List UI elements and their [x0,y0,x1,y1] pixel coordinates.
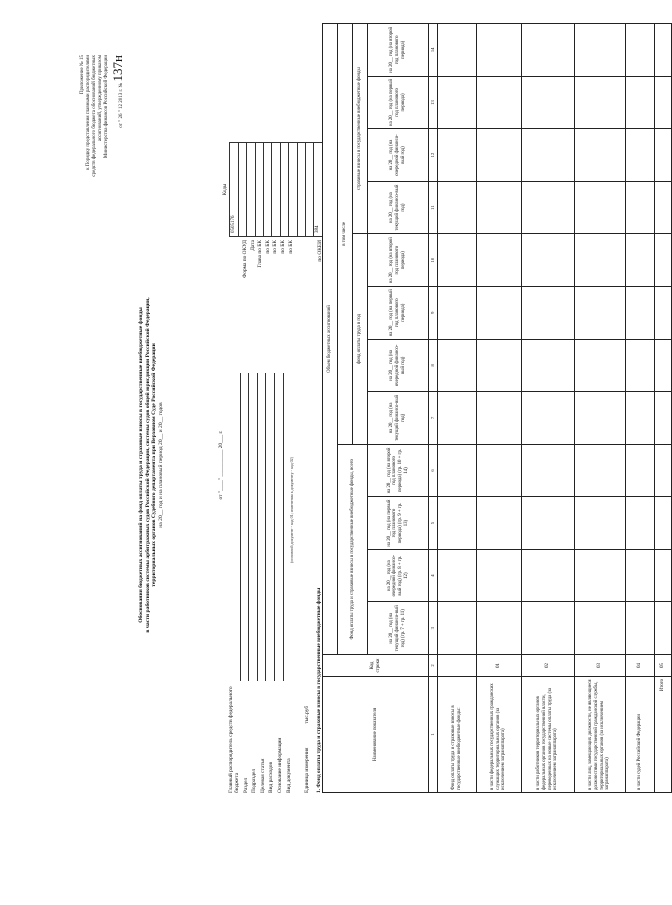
code-cell[interactable] [280,143,288,237]
value-cell[interactable] [476,76,521,129]
value-cell[interactable] [625,181,654,234]
header-fields [227,373,295,793]
header-year-col: на 20__ год (на текущий финансо-вый год) [368,392,429,445]
value-cell[interactable] [654,602,671,655]
appendix-date: от " 26 " 12 2013 г. № [119,82,124,128]
value-cell[interactable] [654,76,671,129]
header-year-col: на 20__ год (на второй год планового периода) [368,234,429,287]
value-cell[interactable] [521,76,574,129]
field-blank[interactable] [251,373,258,681]
header-year-col: на 20__ год (на текущий финансо-вый год) (гр. 7 + гр. 11) [368,602,429,655]
value-cell[interactable] [437,602,476,655]
value-cell[interactable] [625,129,654,182]
field-blank[interactable] [277,373,284,681]
value-cell[interactable] [654,339,671,392]
document-title [138,235,165,695]
okei-label: по ОКЕИ [317,240,324,262]
value-cell[interactable] [574,549,625,602]
column-number: 2 [429,655,438,677]
value-cell[interactable] [437,181,476,234]
value-cell[interactable] [437,24,476,77]
column-number: 8 [429,339,438,392]
title-line: в части работников системы арбитражных судов Российской Федерации, системы судов общей юрисдикции Российской Федерации, [144,297,151,633]
header-year-col: на 20__ год (на очередной финансо-вый год) [368,339,429,392]
column-number: 1 [429,677,438,793]
column-number: 5 [429,497,438,550]
row-code: 04 [625,655,654,677]
code-label: Дата [249,240,256,251]
date-fill-line: от "____" __________ 20___ г. [218,430,224,500]
column-number: 14 [429,24,438,77]
table-row [476,24,521,793]
header-year-col: на 20__ год (на первый год планового периода) (гр. 9 + гр. 13) [368,497,429,550]
appendix-line: Приложение № 15 [80,55,85,95]
value-cell[interactable] [654,129,671,182]
value-cell[interactable] [476,392,521,445]
value-cell[interactable] [437,234,476,287]
value-cell[interactable] [574,286,625,339]
value-cell[interactable] [654,234,671,287]
value-cell[interactable] [625,339,654,392]
value-cell[interactable] [625,444,654,497]
value-cell[interactable] [625,76,654,129]
field-label: Целевая статья [259,758,266,793]
value-cell[interactable] [574,129,625,182]
value-cell[interactable] [476,24,521,77]
value-cell[interactable] [437,286,476,339]
appendix-line: средств федерального бюджета обоснований бюджетных [92,55,97,177]
title-line: территориальных органов Судебного департамента при Верховном Суде Российской Федерации [151,343,158,587]
code-cell-okud[interactable]: 0505176 [230,143,238,237]
code-label: по БК [287,240,294,254]
document-code-hint: (основной документ - код 01; изменения к документу - код 02) [289,457,295,563]
value-cell[interactable] [654,24,671,77]
table-row [574,24,625,793]
units-value: тыс.руб [304,705,310,724]
value-cell[interactable] [521,24,574,77]
value-cell[interactable] [521,444,574,497]
row-name: в части федеральных государственных гражданских служащих территориальных органов (за исключением загранаппарата) [476,677,521,793]
header-year-col: на 20__ год (на первый год планового периода) [368,76,429,129]
appendix-line: Министерства финансов Российской Федерации [104,55,109,159]
value-cell[interactable] [521,602,574,655]
code-label: Форма по ОКУД [242,240,248,278]
total-row [654,24,671,793]
codes-box [222,142,323,237]
code-label: Глава по БК [257,240,264,268]
value-cell[interactable] [625,549,654,602]
code-labels [232,240,325,330]
row-name: в части судей Российской Федерации [625,677,654,793]
value-cell[interactable] [521,181,574,234]
value-cell[interactable] [654,497,671,550]
row-code: 02 [521,655,574,677]
value-cell[interactable] [437,444,476,497]
header-year-col: на 20__ год (на первый год планового периода) [368,286,429,339]
code-cell[interactable] [297,143,305,237]
value-cell[interactable] [625,392,654,445]
value-cell[interactable] [654,181,671,234]
value-cell[interactable] [625,286,654,339]
header-row-code: Код строки [323,655,429,677]
value-cell[interactable] [437,129,476,182]
header-wage-fund: фонд оплаты труда в год [353,234,368,444]
field-label: Вид расходов [268,762,275,793]
row-code: 01 [476,655,521,677]
field-label: Вид документа [285,758,292,793]
header-total: Фонд оплаты труда и страховые взносы в государственные внебюджетные фонды, всего [338,444,368,654]
table-row [625,24,654,793]
value-cell[interactable] [574,181,625,234]
field-main-distributor [227,373,241,793]
value-cell[interactable] [476,602,521,655]
field-target-item [258,373,267,793]
title-period: на 20__ год и на плановый период 20__ и 20__ годов [158,402,165,528]
main-table-wrapper [322,23,672,793]
header-year-col: на 20__ год (на текущий финансо-вый год) [368,181,429,234]
code-cell[interactable] [305,143,313,237]
column-number: 12 [429,129,438,182]
appendix-header [80,55,126,255]
value-cell[interactable] [654,549,671,602]
field-blank[interactable] [268,373,275,681]
row-name: в части работников территориальных органов федеральных органов государственной власти, переведенных на новые системы оплаты труда (за исключением загранаппарата) [521,677,574,793]
value-cell[interactable] [574,602,625,655]
value-cell[interactable] [625,24,654,77]
code-label: по БК [264,240,271,254]
total-code: 05 [654,655,671,677]
code-label: по БК [279,240,286,254]
table-row [437,24,476,793]
value-cell[interactable] [437,549,476,602]
value-cell[interactable] [574,497,625,550]
value-cell[interactable] [654,444,671,497]
code-cell[interactable] [255,143,263,237]
field-blank[interactable] [259,373,266,681]
value-cell[interactable] [521,286,574,339]
value-cell[interactable] [654,286,671,339]
value-cell[interactable] [574,24,625,77]
value-cell[interactable] [574,76,625,129]
column-number: 10 [429,234,438,287]
field-label: Подраздел [251,768,258,793]
main-table [322,23,672,793]
code-cell-okei[interactable]: 384 [314,143,322,237]
row-code [437,655,476,677]
field-label: Основание информации [277,737,284,793]
column-number: 3 [429,602,438,655]
section-heading: 1. Фонд оплаты труда и страховые взносы в государственные внебюджетные фонды [316,587,322,793]
value-cell[interactable] [521,497,574,550]
field-label: Главный распорядитель средств федерального бюджета [227,686,241,793]
field-document-type [284,373,293,793]
column-number: 13 [429,76,438,129]
value-cell[interactable] [437,497,476,550]
value-cell[interactable] [625,497,654,550]
value-cell[interactable] [574,234,625,287]
appendix-line: ассигнований, утвержденному приказом [98,55,103,142]
code-label: по БК [272,240,279,254]
value-cell[interactable] [574,444,625,497]
header-year-col: на 20__ год (на очередной финансо-вый год) [368,129,429,182]
code-cell[interactable] [289,143,297,237]
value-cell[interactable] [476,444,521,497]
field-blank[interactable] [242,373,249,681]
value-cell[interactable] [437,76,476,129]
code-cell[interactable] [263,143,271,237]
header-insurance: страховые взносы в государственные внебюджетные фонды [353,24,368,234]
value-cell[interactable] [476,549,521,602]
units-row [304,706,310,793]
field-label: Раздел [242,777,249,793]
field-section [241,373,250,793]
appendix-line: к Порядку представления главными распорядителями [86,55,91,170]
column-number: 6 [429,444,438,497]
units-label: Единица измерения [304,747,310,793]
appendix-order-number: 137н [110,55,125,82]
value-cell[interactable] [654,392,671,445]
value-cell[interactable] [476,286,521,339]
code-cell[interactable] [238,143,246,237]
row-name: в части лиц, замещающих должности, не являющиеся должностями государственной гражданской службы, территориальных органов (за исключением загранаппарата) [574,677,625,793]
header-year-col: на 20__ год (на второй год планового периода) (гр. 10 + гр. 14) [368,444,429,497]
field-info-basis [275,373,284,793]
title-line: Обоснования бюджетных ассигнований на фонд оплаты труда и страховые взносы в государственные внебюджетные фонды [138,307,144,623]
value-cell[interactable] [476,129,521,182]
value-cell[interactable] [476,181,521,234]
header-year-col: на 20__ год (на второй год планового периода) [368,24,429,77]
header-year-col: на 20__ год (на очередной финансо-вый год) (гр. 8 + гр. 12) [368,549,429,602]
field-subsection [249,373,258,793]
code-cell[interactable] [272,143,280,237]
value-cell[interactable] [574,392,625,445]
value-cell[interactable] [476,234,521,287]
column-number: 9 [429,286,438,339]
column-number: 4 [429,549,438,602]
value-cell[interactable] [437,392,476,445]
value-cell[interactable] [437,339,476,392]
value-cell[interactable] [521,129,574,182]
value-cell[interactable] [521,549,574,602]
header-indicator-name: Наименование показателя [323,677,429,793]
value-cell[interactable] [574,339,625,392]
value-cell[interactable] [521,339,574,392]
appendix-order-line [110,55,126,255]
column-number: 11 [429,181,438,234]
row-code: 03 [574,655,625,677]
field-blank[interactable] [234,373,241,681]
value-cell[interactable] [521,234,574,287]
value-cell[interactable] [625,234,654,287]
field-expense-type [266,373,275,793]
code-cell[interactable] [247,143,255,237]
header-volume: Объем бюджетных ассигнований [323,24,338,655]
column-number: 7 [429,392,438,445]
row-name: Фонд оплаты труда и страховые взносы в государственные внебюджетные фонды: [437,677,476,793]
table-row [521,24,574,793]
total-label: Итого [654,677,671,793]
value-cell[interactable] [521,392,574,445]
value-cell[interactable] [625,602,654,655]
codes-header: Коды [222,143,230,237]
header-including: в том числе [338,24,353,445]
value-cell[interactable] [476,497,521,550]
value-cell[interactable] [476,339,521,392]
